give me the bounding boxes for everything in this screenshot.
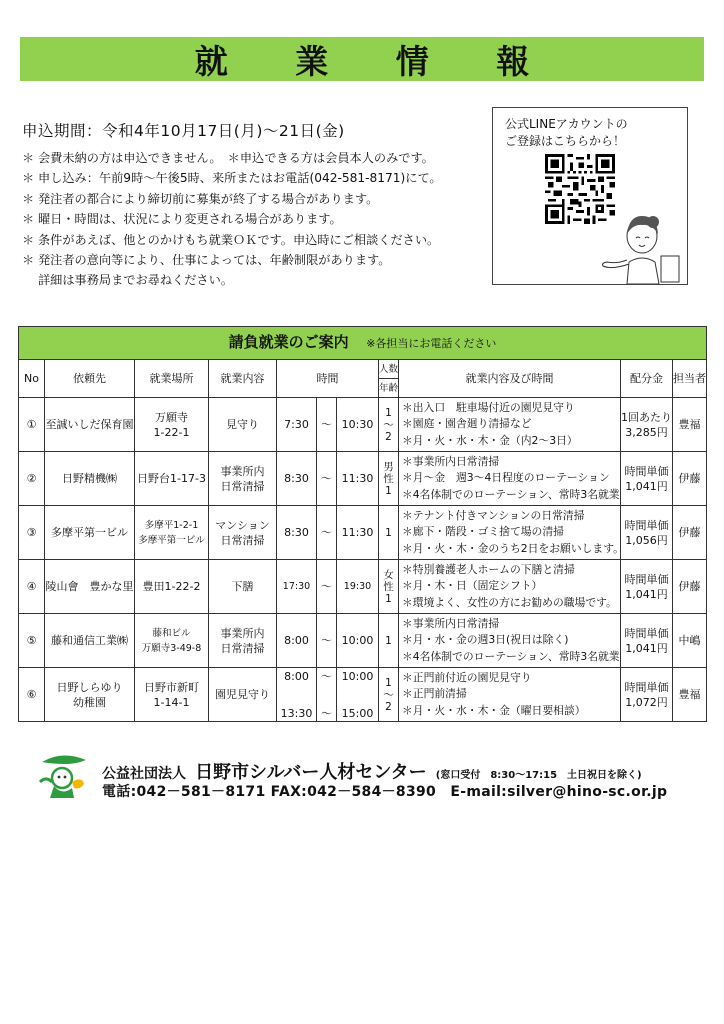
table-row xyxy=(19,560,707,614)
row-end: 10:30 xyxy=(337,398,379,452)
row-staff: 伊藤 xyxy=(673,506,707,560)
row-people: 1 xyxy=(379,614,399,668)
row-place: 藤和ビル 万願寺3-49-8 xyxy=(135,614,209,668)
row-start: 17:30 xyxy=(277,560,317,614)
line-account-box xyxy=(492,107,688,285)
header-place: 就業場所 xyxy=(135,360,209,398)
row-pay: 時間単価 1,072円 xyxy=(621,668,673,722)
header-work: 就業内容 xyxy=(209,360,277,398)
note-item: ＊ 曜日・時間は、状況により変更される場合があります。 xyxy=(22,212,342,227)
note-item: ＊ 発注者の都合により締切前に募集が終了する場合があります。 xyxy=(22,191,379,206)
table-row xyxy=(19,506,707,560)
row-place: 万願寺 1-22-1 xyxy=(135,398,209,452)
table-row xyxy=(19,614,707,668)
row-no: ⑥ xyxy=(19,668,45,722)
row-client: 至誠いしだ保育園 xyxy=(45,398,135,452)
table-row xyxy=(19,452,707,506)
header-desc: 就業内容及び時間 xyxy=(399,360,621,398)
row-client: 多摩平第一ビル xyxy=(45,506,135,560)
row-end: 11:30 xyxy=(337,506,379,560)
row-client: 陵山會 豊かな里 xyxy=(45,560,135,614)
org-name: 日野市シルバー人材センター xyxy=(195,762,427,783)
row-staff: 伊藤 xyxy=(673,452,707,506)
row-people: 1 ～ 2 xyxy=(379,398,399,452)
row-people: 女 性 1 xyxy=(379,560,399,614)
row-tilde: ～ xyxy=(317,614,337,668)
header-pay: 配分金 xyxy=(621,360,673,398)
row-no: ⑤ xyxy=(19,614,45,668)
header-client: 依頼先 xyxy=(45,360,135,398)
row-work: 事業所内 日常清掃 xyxy=(209,452,277,506)
row-client: 日野しらゆり 幼稚園 xyxy=(45,668,135,722)
row-place: 豊田1-22-2 xyxy=(135,560,209,614)
row-tilde: ～ xyxy=(317,452,337,506)
row-start: 8:30 xyxy=(277,506,317,560)
row-client: 日野精機㈱ xyxy=(45,452,135,506)
office-hours: (窓口受付 8:30～17:15 土日祝日を除く) xyxy=(435,770,642,781)
header-staff: 担当者 xyxy=(673,360,707,398)
row-work: 事業所内 日常清掃 xyxy=(209,614,277,668)
row-staff: 豊福 xyxy=(673,398,707,452)
row-tilde: ～ ～ xyxy=(317,668,337,722)
application-period: 申込期間：令和4年10月17日(月)～21日(金) xyxy=(22,122,345,140)
row-end: 19:30 xyxy=(337,560,379,614)
row-pay: 時間単価 1,041円 xyxy=(621,560,673,614)
header-no: No xyxy=(19,360,45,398)
footer-contact: 電話:042－581－8171 FAX:042－584－8390 E-mail:silver@hino-sc.or.jp xyxy=(102,784,668,800)
notes-list xyxy=(22,148,492,291)
row-work: マンション 日常清掃 xyxy=(209,506,277,560)
receptionist-illustration-icon xyxy=(597,200,687,284)
row-place: 多摩平1-2-1 多摩平第一ビル xyxy=(135,506,209,560)
row-desc: ＊出入口 駐車場付近の園児見守り ＊園庭・園舎廻り清掃など ＊月・火・水・木・金（内2～3日） xyxy=(399,398,621,452)
row-no: ④ xyxy=(19,560,45,614)
row-desc: ＊事業所内日常清掃 ＊月～金 週3～4日程度のローテーション ＊4名体制でのローテーション、常時3名就業 xyxy=(399,452,621,506)
row-start: 8:00 xyxy=(277,614,317,668)
table-banner-title: 請負就業のご案内 xyxy=(228,333,349,351)
note-continuation: 詳細は事務局までお尋ねください。 xyxy=(38,273,233,288)
row-staff: 豊福 xyxy=(673,668,707,722)
row-place: 日野市新町 1-14-1 xyxy=(135,668,209,722)
row-work: 園児見守り xyxy=(209,668,277,722)
row-work: 見守り xyxy=(209,398,277,452)
row-start: 8:30 xyxy=(277,452,317,506)
table-row xyxy=(19,668,707,722)
note-item: ＊ 条件があえば、他とのかけもち就業ＯＫです。申込時にご相談ください。 xyxy=(22,232,440,247)
note-item: ＊ 会費未納の方は申込できません。 ＊申込できる方は会員本人のみです。 xyxy=(22,151,434,165)
row-desc: ＊テナント付きマンションの日常清掃 ＊廊下・階段・ゴミ捨て場の清掃 ＊月・火・木・金のうち2日をお願いします。 xyxy=(399,506,621,560)
row-tilde: ～ xyxy=(317,506,337,560)
row-people: 1 xyxy=(379,506,399,560)
page-title: 就 業 情 報 xyxy=(194,41,558,81)
row-place: 日野台1-17-3 xyxy=(135,452,209,506)
row-no: ③ xyxy=(19,506,45,560)
row-pay: 時間単価 1,041円 xyxy=(621,614,673,668)
table-banner xyxy=(19,327,707,360)
row-staff: 中嶋 xyxy=(673,614,707,668)
header-age: 年齢 xyxy=(379,379,399,398)
row-client: 藤和通信工業㈱ xyxy=(45,614,135,668)
row-staff: 伊藤 xyxy=(673,560,707,614)
job-table xyxy=(18,326,707,722)
note-item: ＊ 申し込み：午前9時～午後5時、来所またはお電話(042-581-8171)にて。 xyxy=(22,171,442,186)
row-pay: 時間単価 1,041円 xyxy=(621,452,673,506)
row-end: 10:00 15:00 xyxy=(337,668,379,722)
header-people: 人数 xyxy=(379,360,399,379)
row-desc: ＊特別養護老人ホームの下膳と清掃 ＊月・木・日（固定シフト） ＊環境よく、女性の方にお勧めの職場です。 xyxy=(399,560,621,614)
line-caption: 公式LINEアカウントの ご登録はこちらから！ xyxy=(505,117,628,148)
row-end: 11:30 xyxy=(337,452,379,506)
row-people: 男 性 1 xyxy=(379,452,399,506)
row-desc: ＊事業所内日常清掃 ＊月・水・金の週3日(祝日は除く) ＊4名体制でのローテーション、常時3名就業 xyxy=(399,614,621,668)
row-start: 8:00 13:30 xyxy=(277,668,317,722)
title-bar xyxy=(20,37,704,81)
row-no: ② xyxy=(19,452,45,506)
table-row xyxy=(19,398,707,452)
row-pay: 時間単価 1,056円 xyxy=(621,506,673,560)
row-tilde: ～ xyxy=(317,560,337,614)
table-banner-note: ※各担当にお電話ください xyxy=(366,337,497,350)
row-desc: ＊正門前付近の園児見守り ＊正門前清掃 ＊月・火・水・木・金（曜日要相談） xyxy=(399,668,621,722)
row-end: 10:00 xyxy=(337,614,379,668)
row-people: 1 ～ 2 xyxy=(379,668,399,722)
row-start: 7:30 xyxy=(277,398,317,452)
note-item: ＊ 発注者の意向等により、仕事によっては、年齢制限があります。 xyxy=(22,253,391,268)
row-work: 下膳 xyxy=(209,560,277,614)
header-time: 時間 xyxy=(277,360,379,398)
row-tilde: ～ xyxy=(317,398,337,452)
row-pay: 1回あたり 3,285円 xyxy=(621,398,673,452)
silver-center-logo-icon xyxy=(36,752,92,802)
org-type: 公益社団法人 xyxy=(102,766,186,782)
row-no: ① xyxy=(19,398,45,452)
